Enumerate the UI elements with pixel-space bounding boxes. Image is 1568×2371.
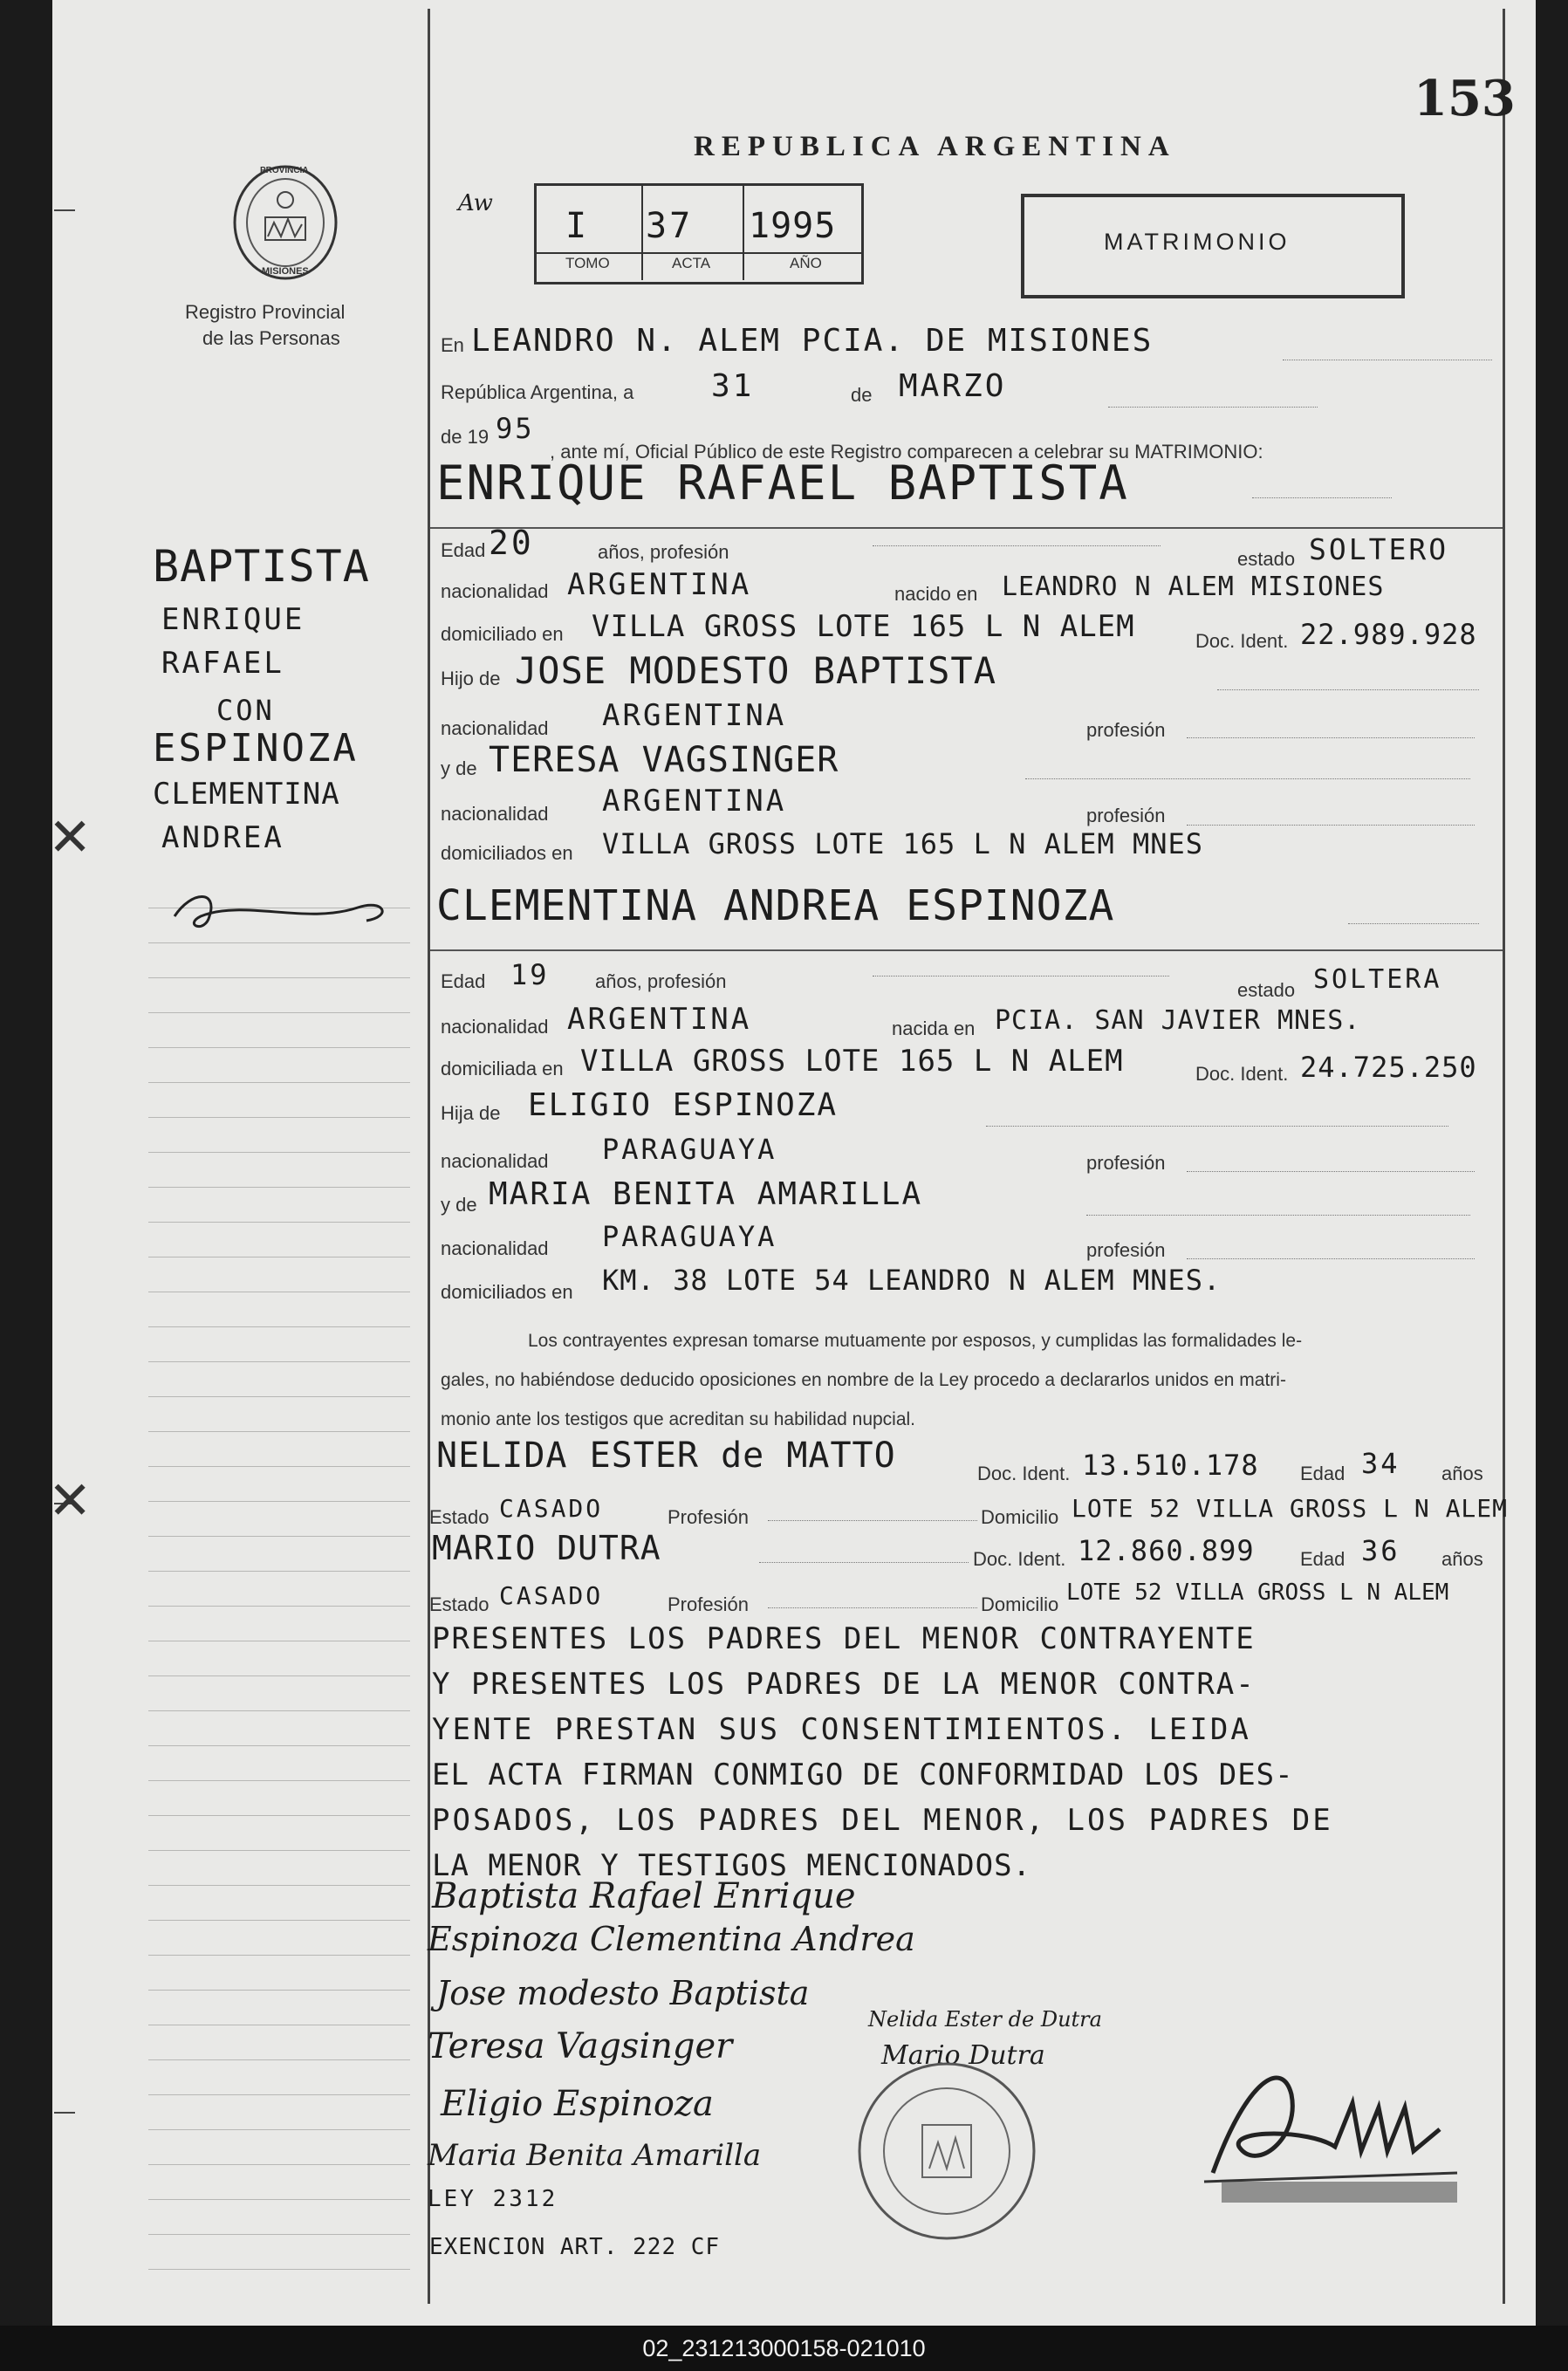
witness-1-profesion-label: Profesión [668, 1506, 749, 1528]
bride-father-nac: PARAGUAYA [602, 1133, 777, 1166]
signature-groom: Baptista Rafael Enrique [432, 1876, 856, 1916]
margin-tick [54, 2112, 75, 2114]
groom-nacido-label: nacido en [894, 583, 978, 605]
registry-line-1: Registro Provincial [185, 301, 346, 323]
registry-line-2: de las Personas [202, 327, 340, 349]
bride-father: ELIGIO ESPINOZA [528, 1087, 839, 1123]
bride-domicilio: VILLA GROSS LOTE 165 L N ALEM [580, 1044, 1124, 1079]
note-line-4: EL ACTA FIRMAN CONMIGO DE CONFORMIDAD LOS DES- [432, 1758, 1294, 1792]
signature-groom-father: Jose modesto Baptista [436, 1974, 810, 2012]
note-line-5: POSADOS, LOS PADRES DEL MENOR, LOS PADRES DE [432, 1803, 1333, 1838]
witness-1-edad: 34 [1361, 1447, 1400, 1480]
signature-groom-mother: Teresa Vagsinger [428, 2026, 733, 2066]
exencion-text: EXENCION ART. 222 CF [429, 2234, 721, 2260]
witness-2-name: MARIO DUTRA [432, 1529, 661, 1567]
witness-1-edad-label: Edad [1300, 1463, 1345, 1484]
signature-witness-2: Mario Dutra [881, 2040, 1045, 2071]
bride-doc: 24.725.250 [1300, 1051, 1477, 1084]
tomo-value: I [565, 206, 590, 246]
groom-domiciliados: VILLA GROSS LOTE 165 L N ALEM MNES [602, 827, 1204, 860]
witness-1-domicilio: LOTE 52 VILLA GROSS L N ALEM [1072, 1494, 1509, 1523]
groom-edad-label: Edad [441, 539, 486, 561]
witness-2-domicilio: LOTE 52 VILLA GROSS L N ALEM [1066, 1580, 1449, 1606]
margin-note-line-2: ENRIQUE [161, 602, 305, 637]
republica-label: República Argentina, a [441, 381, 634, 403]
flourish-line-icon [166, 881, 401, 942]
bride-nac: ARGENTINA [567, 1002, 752, 1037]
place-value: LEANDRO N. ALEM PCIA. DE MISIONES [471, 323, 1154, 359]
witness-1-doc: 13.510.178 [1082, 1449, 1259, 1482]
bride-estado-label: estado [1237, 979, 1296, 1001]
witness-2-estado-label: Estado [429, 1593, 490, 1615]
witness-2-doc-label: Doc. Ident. [973, 1548, 1066, 1570]
ano-label: AÑO [790, 255, 822, 271]
groom-father-nac-label: nacionalidad [441, 717, 549, 739]
witness-2-estado: CASADO [499, 1581, 604, 1610]
groom-father-prof-label: profesión [1086, 719, 1166, 741]
witness-1-name: NELIDA ESTER de MATTO [436, 1436, 896, 1476]
groom-estado: SOLTERO [1309, 532, 1449, 566]
acta-value: 37 [646, 206, 694, 246]
bride-doc-label: Doc. Ident. [1195, 1063, 1289, 1085]
margin-note-line-6: CLEMENTINA [153, 777, 340, 812]
witness-2-edad-label: Edad [1300, 1548, 1345, 1570]
groom-name: ENRIQUE RAFAEL BAPTISTA [436, 456, 1129, 511]
groom-nac-label: nacionalidad [441, 580, 549, 602]
witness-1-estado-label: Estado [429, 1506, 490, 1528]
groom-mother-nac: ARGENTINA [602, 784, 787, 819]
groom-nac: ARGENTINA [567, 567, 752, 602]
declaration-line-3: monio ante los testigos que acreditan su habilidad nupcial. [441, 1409, 916, 1429]
provincial-seal-icon [229, 161, 342, 284]
bride-nac-label: nacionalidad [441, 1016, 549, 1038]
witness-2-profesion-label: Profesión [668, 1593, 749, 1615]
official-stamp-icon [851, 2055, 1043, 2247]
groom-father-nac: ARGENTINA [602, 698, 787, 733]
bride-edad: 19 [510, 958, 550, 991]
country-title: REPUBLICA ARGENTINA [694, 131, 1176, 162]
bride-mother-prof-label: profesión [1086, 1239, 1166, 1261]
bride-father-prof-label: profesión [1086, 1152, 1166, 1174]
note-line-3: YENTE PRESTAN SUS CONSENTIMIENTOS. LEIDA [432, 1712, 1251, 1747]
declaration-line-2: gales, no habiéndose deducido oposiciones en nombre de la Ley procedo a declararlos unidos en matri- [441, 1370, 1286, 1390]
groom-doc: 22.989.928 [1300, 618, 1477, 651]
groom-profesion-label: años, profesión [598, 541, 729, 563]
bride-domiciliados-label: domiciliados en [441, 1281, 573, 1303]
signature-bride: Espinoza Clementina Andrea [428, 1920, 915, 1958]
abbrev: Aw [458, 190, 493, 216]
act-type: MATRIMONIO [1104, 229, 1291, 255]
margin-note-line-7: ANDREA [161, 820, 284, 855]
bride-domicilio-label: domiciliada en [441, 1058, 564, 1079]
bride-nacida-label: nacida en [892, 1018, 976, 1039]
groom-estado-label: estado [1237, 548, 1296, 570]
cross-mark-icon: ✕ [48, 808, 92, 867]
seal-bottom-text: MISIONES [262, 266, 309, 277]
groom-mother-nac-label: nacionalidad [441, 803, 549, 825]
day-value: 31 [711, 368, 755, 404]
declaration-line-1: Los contrayentes expresan tomarse mutuamente por esposos, y cumplidas las formalidades le- [528, 1331, 1303, 1351]
groom-nacido: LEANDRO N ALEM MISIONES [1002, 572, 1385, 602]
margin-tick [54, 209, 75, 211]
bride-mother: MARIA BENITA AMARILLA [489, 1176, 923, 1212]
page-number: 153 [1414, 70, 1516, 127]
groom-domiciliados-label: domiciliados en [441, 842, 573, 864]
acta-label: ACTA [672, 255, 711, 271]
groom-domicilio-label: domiciliado en [441, 623, 564, 645]
note-line-6: LA MENOR Y TESTIGOS MENCIONADOS. [432, 1848, 1032, 1883]
margin-note-line-5: ESPINOZA [153, 726, 359, 771]
groom-hijo-label: Hijo de [441, 668, 501, 689]
en-label: En [441, 334, 464, 356]
witness-1-domicilio-label: Domicilio [981, 1506, 1059, 1528]
de-label: de [851, 384, 873, 406]
groom-domicilio: VILLA GROSS LOTE 165 L N ALEM [592, 609, 1135, 644]
witness-2-domicilio-label: Domicilio [981, 1593, 1059, 1615]
bride-domiciliados: KM. 38 LOTE 54 LEANDRO N ALEM MNES. [602, 1264, 1222, 1297]
month-value: MARZO [899, 368, 1007, 404]
right-border-line [1503, 9, 1505, 2304]
bride-name: CLEMENTINA ANDREA ESPINOZA [436, 881, 1115, 930]
witness-2-edad: 36 [1361, 1534, 1400, 1567]
groom-mother-prof-label: profesión [1086, 805, 1166, 826]
seal-top-text: PROVINCIA [260, 166, 309, 175]
witness-1-doc-label: Doc. Ident. [977, 1463, 1071, 1484]
cross-mark-icon: ✕ [48, 1471, 92, 1530]
witness-1-estado: CASADO [499, 1494, 604, 1523]
note-line-1: PRESENTES LOS PADRES DEL MENOR CONTRAYENTE [432, 1621, 1256, 1656]
signature-bride-father: Eligio Espinoza [441, 2084, 714, 2124]
bride-mother-nac: PARAGUAYA [602, 1220, 777, 1253]
law-text: LEY 2312 [428, 2186, 558, 2212]
bride-father-nac-label: nacionalidad [441, 1150, 549, 1172]
ante-text: , ante mí, Oficial Público de este Registro comparecen a celebrar su MATRIMONIO: [550, 441, 1263, 463]
officer-signature-icon [1187, 2042, 1475, 2217]
groom-yde-label: y de [441, 757, 477, 779]
groom-doc-label: Doc. Ident. [1195, 630, 1289, 652]
groom-mother: TERESA VAGSINGER [489, 740, 839, 780]
bride-hija-label: Hija de [441, 1102, 501, 1124]
margin-note-line-3: RAFAEL [161, 646, 284, 681]
bride-yde-label: y de [441, 1194, 477, 1216]
note-line-2: Y PRESENTES LOS PADRES DE LA MENOR CONTRA- [432, 1667, 1256, 1702]
tomo-label: TOMO [565, 255, 610, 271]
bride-profesion-label: años, profesión [595, 970, 727, 992]
bride-mother-nac-label: nacionalidad [441, 1237, 549, 1259]
bride-nacida: PCIA. SAN JAVIER MNES. [995, 1005, 1361, 1036]
witness-2-anos-label: años [1441, 1548, 1483, 1570]
margin-note-line-1: BAPTISTA [153, 541, 370, 592]
year-prefix: de 19 [441, 426, 490, 448]
groom-father: JOSE MODESTO BAPTISTA [515, 649, 997, 692]
bride-estado: SOLTERA [1313, 964, 1442, 995]
footer-code: 02_231213000158-021010 [0, 2326, 1568, 2371]
groom-edad: 20 [489, 524, 534, 562]
signature-bride-mother: Maria Benita Amarilla [428, 2138, 762, 2173]
witness-1-anos-label: años [1441, 1463, 1483, 1484]
margin-note-line-4: CON [216, 694, 275, 727]
year-suffix: 95 [496, 412, 535, 445]
bride-edad-label: Edad [441, 970, 486, 992]
witness-2-doc: 12.860.899 [1078, 1534, 1255, 1567]
left-border-line [428, 9, 430, 2304]
signature-witness-1: Nelida Ester de Dutra [868, 2007, 1102, 2032]
ano-value: 1995 [749, 206, 837, 246]
